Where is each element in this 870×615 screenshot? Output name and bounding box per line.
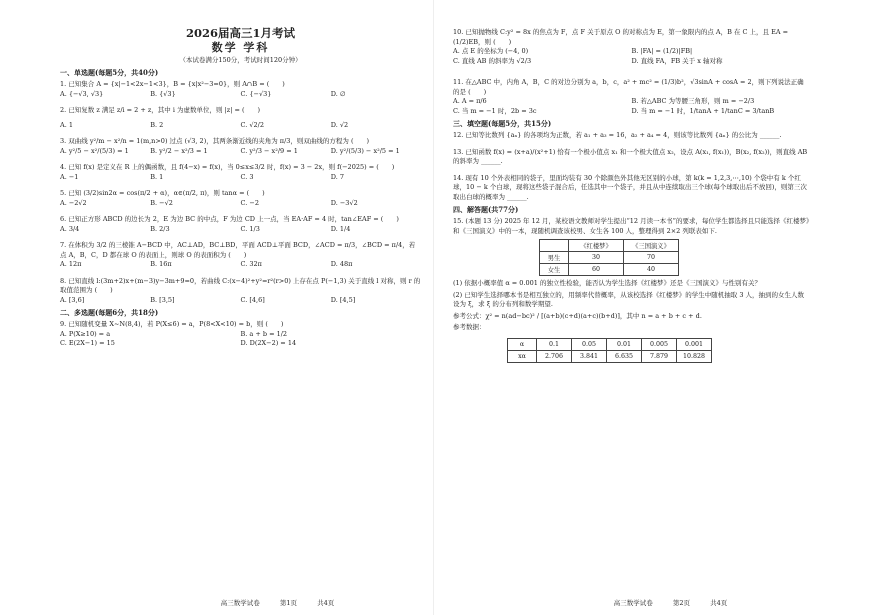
option-c: C. 1/3 [240, 224, 260, 233]
table-cell: 《红楼梦》 [569, 240, 624, 252]
question-stem: 9. 已知随机变量 X~N(8,4)，若 P(X≤6) = a，P(8<X<10) = b，则 ( ) [60, 320, 284, 328]
table-cell: 10.828 [677, 350, 712, 362]
option-a: A. 3/4 [60, 224, 80, 233]
option-b: B. 1 [150, 172, 164, 181]
question-stem: 7. 在体积为 3/2 的三棱锥 A−BCD 中，AC⊥AD，BC⊥BD，平面 ACD⊥平面 BCD，∠ACD = π/3，∠BCD = π/4，若点 A，B，C，D 都在球 O 的表面上，则球 O 的表面积为 ( ) [60, 241, 416, 259]
table-cell: 0.005 [642, 338, 677, 350]
option-d: D. 1/4 [330, 224, 351, 233]
option-c: C. {−√3} [240, 89, 272, 98]
reference-table [507, 338, 712, 363]
question-13: 13. 已知函数 f(x) = (x+a)/(x²+1) 恰有一个极小值点 x₁ 和一个极大值点 x₂，设点 A(x₁, f(x₁))，B(x₂, f(x₂))，则直线 AB 的斜率为 ______. [453, 147, 808, 165]
table-row [508, 338, 712, 350]
question-15-intro: 15. (本题 13 分) 2025 年 12 月，某校语文教师对学生提出“12 月读一本书”的要求，每位学生都选择且只能选择《红楼梦》和《三国演义》中的一本，现随机调查该校男、女生各 100 人，整理得到 2×2 列联表如下. [453, 217, 810, 235]
table-cell: 60 [569, 264, 624, 276]
option-a: A. 点 E 的坐标为 (−4, 0) [453, 47, 529, 55]
question-2 [60, 106, 421, 130]
option-a: A. [3,6] [60, 295, 85, 304]
footer-total: 共4页 [710, 599, 728, 607]
table-cell: 3.841 [572, 350, 607, 362]
footer-total: 共4页 [317, 599, 335, 607]
option-a: A. A = π/6 [453, 97, 487, 105]
footer-title: 高三数学试卷 [613, 599, 653, 607]
question-stem: 2. 已知复数 z 满足 z/i = 2 + z，其中 i 为虚数单位，则 |z| = ( ) [60, 106, 261, 114]
section-heading: 四、解答题(共77分) [453, 205, 519, 214]
question-stem: 8. 已知直线 l:(3m+2)x+(m−3)y−3m+9=0，若曲线 C:(x−4)²+y²=r²(r>0) 上存在点 P(−1,3) 关于直线 l 对称，则 r 的取值范围为 ( ) [60, 276, 421, 294]
question-4 [60, 163, 421, 182]
question-stem: 5. 已知 (3/2)sin2α = cos(π/2 + α)，α∈(π/2, π)，则 tanα = ( ) [60, 189, 265, 197]
option-b: B. |FA| = (1/2)|FB| [631, 47, 693, 55]
section-heading: 三、填空题(每题5分，共15分) [453, 119, 552, 128]
table-row [540, 240, 679, 252]
table-cell: 0.1 [537, 338, 572, 350]
option-b: B. 16π [150, 260, 172, 268]
option-c: C. 当 m = −1 时，2b = 3c [453, 106, 537, 115]
page-footer [453, 598, 870, 607]
option-b: B. y²/2 − x²/3 = 1 [150, 146, 208, 155]
option-d: D. 直线 FA，FB 关于 x 轴对称 [631, 56, 723, 65]
reference-data-label: 参考数据： [453, 323, 486, 331]
page-2 [435, 0, 870, 615]
table-cell: 2.706 [537, 350, 572, 362]
question-11 [453, 78, 810, 116]
option-a: A. −2√2 [60, 198, 87, 207]
question-1 [60, 80, 421, 99]
option-d: D. y²/(5/3) − x²/5 = 1 [330, 146, 400, 155]
question-stem: 11. 在△ABC 中，内角 A，B，C 的对边分别为 a，b，c，a² + mc² = (1/3)b²，√3sinA + cosA = 2，则下列说法正确的是 ( ) [453, 78, 804, 96]
question-6 [60, 215, 421, 234]
option-d: D. [4,5] [330, 295, 356, 304]
section-heading: 一、单选题(每题5分，共40分) [60, 68, 159, 77]
option-d: D. ∅ [330, 89, 346, 98]
question-stem: 1. 已知集合 A = {x|−1<2x−1<3}，B = {x|x²−3=0}，则 A∩B = ( ) [60, 80, 285, 88]
option-c: C. 直线 AB 的斜率为 √2/3 [453, 56, 532, 65]
table-cell: α [508, 338, 537, 350]
option-d: D. −3√2 [330, 198, 358, 207]
table-cell: 0.001 [677, 338, 712, 350]
question-7 [60, 241, 421, 270]
question-stem: 10. 已知抛物线 C:y² = 8x 的焦点为 F，点 F 关于原点 O 的对称点为 E，第一象限内的点 A，B 在 C 上，且 EA = (1/2)EB，则 ( ) [453, 28, 789, 46]
table-cell: 6.635 [607, 350, 642, 362]
exam-subject: 数学 学科 [211, 41, 270, 54]
option-a: A. {−√3, √3} [60, 89, 104, 98]
reference-formula: 参考公式：χ² = n(ad−bc)² / [(a+b)(c+d)(a+c)(b+d)]，其中 n = a + b + c + d. [453, 311, 702, 320]
table-row [540, 252, 679, 264]
footer-page: 第1页 [279, 599, 297, 607]
option-b: B. 2 [150, 120, 164, 129]
option-b: B. a + b = 1/2 [240, 329, 288, 338]
table-cell [540, 240, 569, 252]
footer-title: 高三数学试卷 [220, 599, 260, 607]
table-cell: 40 [624, 264, 679, 276]
question-10 [453, 28, 810, 66]
table-cell: 《三国演义》 [624, 240, 679, 252]
footer-page: 第2页 [672, 599, 690, 607]
table-cell: 30 [569, 252, 624, 264]
question-3 [60, 137, 421, 156]
exam-header [60, 26, 421, 65]
option-a: A. y²/5 − x²/(5/3) = 1 [60, 146, 129, 155]
table-cell: 7.879 [642, 350, 677, 362]
option-d: D. 当 m = −1 时，1/tanA + 1/tanC = 3/tanB [631, 106, 775, 115]
option-d: D. 48π [330, 260, 353, 268]
page-footer [60, 598, 495, 607]
option-c: C. −2 [240, 198, 259, 207]
option-d: D. √2 [330, 120, 349, 129]
table-cell: xα [508, 350, 537, 362]
option-a: A. 1 [60, 120, 73, 129]
question-5 [60, 189, 421, 208]
option-d: D. D(2X−2) = 14 [240, 339, 297, 347]
question-12: 12. 已知等比数列 {aₙ} 的各项均为正数，若 a₁ + a₃ = 16，a₂ + a₄ = 4，则该等比数列 {aₙ} 的公比为 ______. [453, 131, 782, 139]
option-b: B. [3,5] [150, 295, 175, 304]
option-b: B. −√2 [150, 198, 173, 207]
question-15-part-2: (2) 已知学生选择哪本书是相互独立的，用频率代替概率，从该校选择《红楼梦》的学生中随机抽取 3 人，抽到的女生人数设为 ξ，求 ξ 的分布列和数学期望. [453, 290, 805, 308]
table-cell: 女生 [540, 264, 569, 276]
table-cell: 70 [624, 252, 679, 264]
option-c: C. E(2X−1) = 15 [60, 339, 115, 347]
exam-note: （本试卷满分150分，考试时间120分钟） [179, 56, 302, 64]
option-b: B. 2/3 [150, 224, 170, 233]
table-cell: 0.05 [572, 338, 607, 350]
question-stem: 4. 已知 f(x) 是定义在 R 上的偶函数，且 f(4−x) = f(x)，当 0≤x≤3/2 时，f(x) = 3 − 2x，则 f(−2025) = ( ) [60, 163, 395, 171]
exam-title: 2026届高三1月考试 [185, 26, 295, 40]
table-cell: 男生 [540, 252, 569, 264]
option-a: A. −1 [60, 172, 79, 181]
option-c: C. 3 [240, 172, 254, 181]
question-9 [60, 320, 421, 349]
option-c: C. √2/2 [240, 120, 264, 129]
option-a: A. 12π [60, 260, 82, 268]
question-14: 14. 现有 10 个外表相同的袋子，里面均装有 30 个除颜色外其他无区别的小球，第 k(k = 1,2,3,⋯,10) 个袋中有 k 个红球，10 − k 个白球，现将这些袋子混合后，任选其中一个袋子，并且从中连续取出三个球(每个球取出后不放回)，则第三次取出白球的概率为 ______. [453, 173, 807, 201]
option-b: B. 若△ABC 为等腰三角形，则 m = −2/3 [631, 97, 755, 105]
section-heading: 二、多选题(每题6分，共18分) [60, 308, 159, 317]
option-c: C. [4,6] [240, 295, 265, 304]
question-stem: 3. 双曲线 y²/m − x²/n = 1(m,n>0) 过点 (√3, 2)，其两条渐近线的夹角为 π/3，则双曲线的方程为 ( ) [60, 137, 370, 145]
option-d: D. 7 [330, 172, 344, 181]
question-stem: 6. 已知正方形 ABCD 的边长为 2，E 为边 BC 的中点，F 为边 CD 上一点，当 EA·AF = 4 时，tan∠EAF = ( ) [60, 215, 399, 223]
table-row [540, 264, 679, 276]
question-8 [60, 277, 421, 306]
contingency-table [539, 239, 679, 276]
table-cell: 0.01 [607, 338, 642, 350]
option-c: C. y²/3 − x²/9 = 1 [240, 146, 298, 155]
option-a: A. P(X≥10) = a [60, 329, 111, 338]
option-b: B. {√3} [150, 89, 176, 98]
option-c: C. 32π [240, 260, 262, 268]
table-row [508, 350, 712, 362]
question-15-part-1: (1) 依据小概率值 α = 0.001 的独立性检验，能否认为学生选择《红楼梦》还是《三国演义》与性别有关？ [453, 279, 761, 287]
